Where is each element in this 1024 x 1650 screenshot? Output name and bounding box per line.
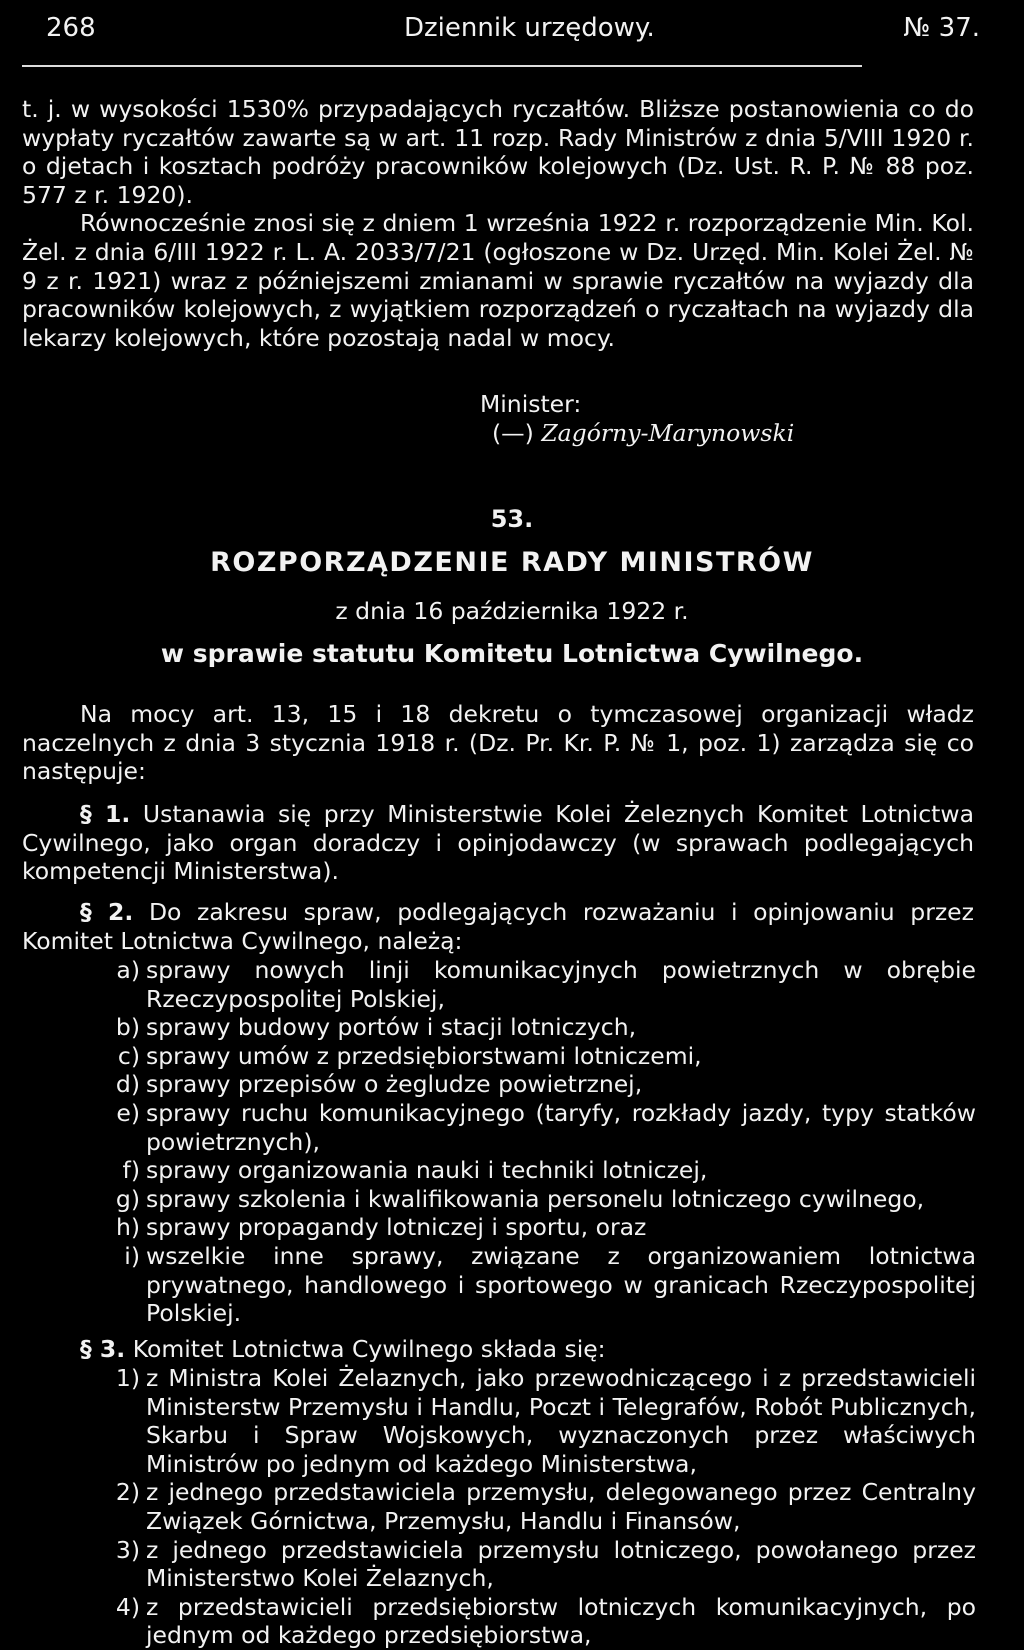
decree-title: ROZPORZĄDZENIE RADY MINISTRÓW	[210, 547, 814, 578]
header-divider-short	[737, 65, 862, 67]
section-2-list	[106, 956, 976, 1328]
section-2	[22, 898, 974, 955]
list-item-text: z jednego przedstawiciela przemysłu, delegowanego przez Centralny Związek Górnictwa, Przemysłu, Handlu i Finansów,	[146, 1478, 976, 1535]
list-item-text: sprawy przepisów o żegludze powietrznej,	[146, 1070, 643, 1099]
list-item-text: sprawy organizowania nauki i techniki lotniczej,	[146, 1156, 708, 1185]
page-number: 268	[46, 13, 96, 43]
list-item	[106, 1013, 976, 1042]
list-item-text: sprawy umów z przedsiębiorstwami lotniczemi,	[146, 1041, 702, 1070]
signature-block	[480, 390, 794, 447]
list-item	[106, 1478, 976, 1535]
list-item	[106, 1213, 976, 1242]
signature-prefix: (—)	[492, 418, 534, 447]
list-item	[106, 1070, 976, 1099]
list-item-text: sprawy szkolenia i kwalifikowania personelu lotniczego cywilnego,	[146, 1184, 925, 1213]
issue-number: № 37.	[903, 13, 980, 43]
decree-subject: w sprawie statutu Komitetu Lotnictwa Cywilnego.	[160, 639, 864, 668]
list-item	[106, 1536, 976, 1593]
signature-line	[480, 419, 794, 448]
previous-decree-text	[22, 95, 974, 352]
section-3	[22, 1335, 974, 1364]
list-item-text: sprawy propagandy lotniczej i sportu, oraz	[146, 1213, 647, 1242]
section-3-mark: § 3.	[80, 1335, 126, 1363]
list-item	[106, 1593, 976, 1650]
decree-body	[22, 700, 974, 786]
list-item-label: e)	[116, 1098, 140, 1127]
decree-preamble: Na mocy art. 13, 15 i 18 dekretu o tymczasowej organizacji władz naczelnych z dnia 3 stycznia 1918 r. (Dz. Pr. Kr. P. № 1, poz. 1) zarządza się co następuje:	[22, 700, 974, 786]
list-item-label: 1)	[115, 1364, 140, 1392]
repeal-paragraph: Równocześnie znosi się z dniem 1 września 1922 r. rozporządzenie Min. Kol. Żel. z dnia 6/III 1922 r. L. A. 2033/7/21 (ogłoszone w Dz. Urzęd. Min. Kolei Żel. № 9 z r. 1921) wraz z późniejszemi zmianami w sprawie ryczałtów na wyjazdy dla pracowników kolejowych, z wyjątkiem rozporządzeń o ryczałtach na wyjazdy dla lekarzy kolejowych, które pozostają nadal w mocy.	[22, 209, 974, 352]
list-item-label: g)	[115, 1184, 140, 1213]
signature-label: Minister:	[480, 390, 582, 418]
list-item-label: f)	[122, 1156, 140, 1185]
section-1	[22, 800, 974, 886]
list-item-label: b)	[115, 1013, 140, 1042]
list-item-label: d)	[115, 1070, 140, 1099]
decree-number: 53.	[490, 505, 534, 533]
list-item-label: 2)	[115, 1478, 140, 1507]
section-3-list	[106, 1364, 976, 1650]
list-item	[106, 1185, 976, 1214]
intro-paragraph: t. j. w wysokości 1530% przypadających ryczałtów. Bliższe postanowienia co do wypłaty ryczałtów zawarte są w art. 11 rozp. Rady Ministrów z dnia 5/VIII 1920 r. o djetach i kosztach podróży pracowników kolejowych (Dz. Ust. R. P. № 88 poz. 577 z r. 1920).	[22, 95, 974, 209]
list-item	[106, 956, 976, 1013]
signatory-name: Zagórny-Marynowski	[541, 418, 795, 447]
list-item-label: h)	[115, 1213, 140, 1242]
list-item-text: z przedstawicieli przedsiębiorstw lotniczych komunikacyjnych, po jednym od każdego przedsiębiorstwa,	[146, 1592, 976, 1650]
list-item-label: a)	[116, 956, 140, 984]
decree-date: z dnia 16 października 1922 r.	[335, 597, 689, 625]
list-item	[106, 1156, 976, 1185]
list-item	[106, 1242, 976, 1328]
list-item-label: 3)	[115, 1535, 140, 1564]
list-item-text: sprawy nowych linji komunikacyjnych powietrznych w obrębie Rzeczypospolitej Polskiej,	[146, 956, 976, 1013]
list-item-label: i)	[124, 1241, 140, 1270]
list-item-text: z jednego przedstawiciela przemysłu lotniczego, powołanego przez Ministerstwo Kolei Żelaznych,	[146, 1535, 976, 1593]
list-item	[106, 1099, 976, 1156]
list-item	[106, 1042, 976, 1071]
section-2-mark: § 2.	[80, 898, 134, 926]
section-3-text: Komitet Lotnictwa Cywilnego składa się:	[132, 1335, 606, 1363]
header-divider	[22, 65, 737, 67]
list-item-label: c)	[117, 1041, 140, 1070]
page-header	[24, 14, 980, 48]
section-1-mark: § 1.	[80, 800, 131, 828]
section-2-text: Do zakresu spraw, podlegających rozważaniu i opinjowaniu przez Komitet Lotnictwa Cywilnego, należą:	[22, 898, 974, 955]
list-item	[106, 1364, 976, 1478]
list-item-text: sprawy budowy portów i stacji lotniczych,	[146, 1013, 637, 1042]
list-item-text: sprawy ruchu komunikacyjnego (taryfy, rozkłady jazdy, typy statków powietrznych),	[146, 1098, 976, 1156]
journal-title: Dziennik urzędowy.	[404, 13, 655, 43]
list-item-label: 4)	[115, 1592, 140, 1621]
list-item-text: wszelkie inne sprawy, związane z organizowaniem lotnictwa prywatnego, handlowego i sportowego w granicach Rzeczypospolitej Polskiej.	[146, 1241, 976, 1328]
section-1-text: Ustanawia się przy Ministerstwie Kolei Żeleznych Komitet Lotnictwa Cywilnego, jako organ doradczy i opinjodawczy (w sprawach podlegających kompetencji Ministerstwa).	[22, 800, 974, 886]
list-item-text: z Ministra Kolei Żelaznych, jako przewodniczącego i z przedstawicieli Ministerstw Przemysłu i Handlu, Poczt i Telegrafów, Robót Publicznych, Skarbu i Spraw Wojskowych, wyznaczonych przez właściwych Ministrów po jednym od każdego Ministerstwa,	[146, 1364, 976, 1478]
